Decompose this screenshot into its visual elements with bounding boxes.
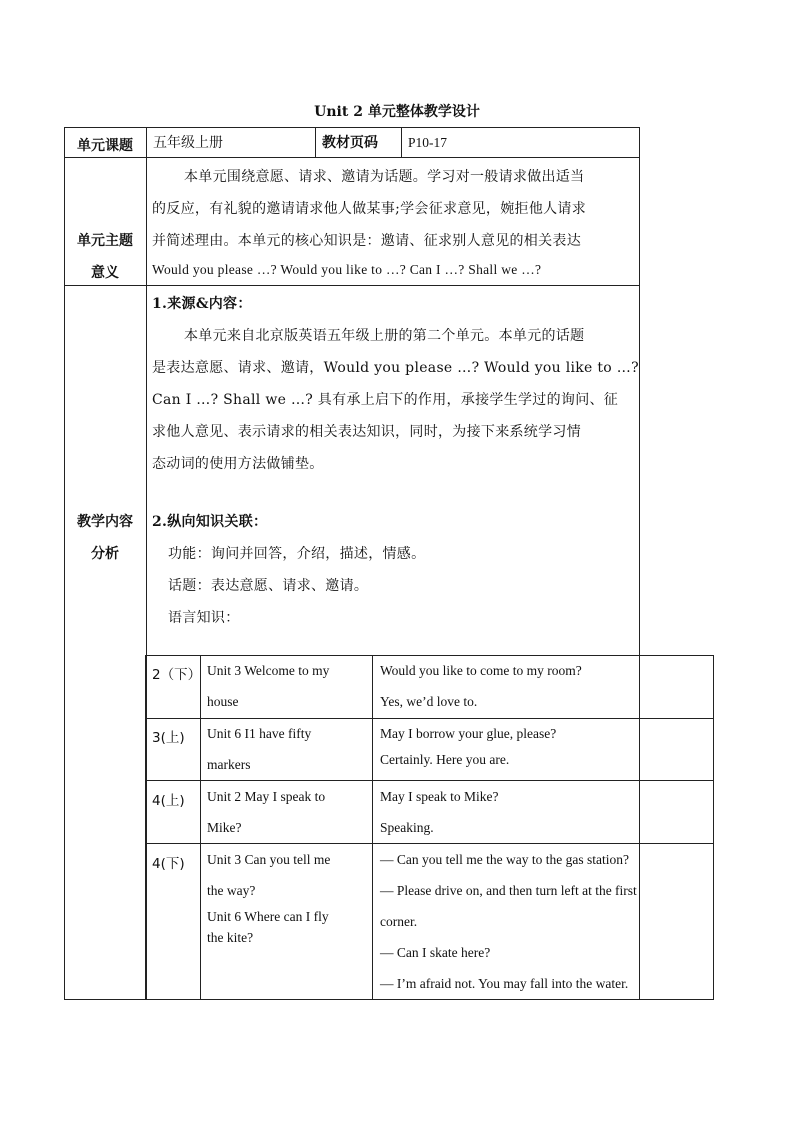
topic-value: 五年级上册 [153, 135, 223, 151]
example-line: — Can I skate here? [380, 945, 491, 960]
row-divider [64, 157, 640, 158]
example-line: — Can you tell me the way to the gas station? [380, 852, 629, 867]
theme-text-line: 并简述理由。本单元的核心知识是：邀请、征求别人意见的相关表达 [152, 233, 581, 249]
section1-line: 本单元来自北京版英语五年级上册的第二个单元。本单元的话题 [184, 328, 585, 344]
unit-cell-line: markers [207, 757, 251, 772]
theme-text-line: 本单元围绕意愿、请求、邀请为话题。学习对一般请求做出适当 [184, 169, 585, 185]
unit-cell-line: the kite? [207, 930, 254, 945]
unit-cell-line: the way? [207, 883, 256, 898]
section1-line: 态动词的使用方法做铺垫。 [152, 456, 324, 472]
grade-cell: 2（下） [152, 667, 202, 683]
example-line: — I’m afraid not. You may fall into the water. [380, 976, 629, 991]
section1-heading: 1.来源&内容： [152, 296, 252, 312]
pages-label: 教材页码 [322, 135, 378, 151]
unit-cell-line: Mike? [207, 820, 242, 835]
section1-line: 求他人意见、表示请求的相关表达知识，同时，为接下来系统学习情 [152, 424, 581, 440]
theme-text-line: 的反应，有礼貌的邀请请求他人做某事;学会征求意见，婉拒他人请求 [152, 201, 587, 217]
knowledge-column-divider [200, 655, 201, 1000]
example-line: — Please drive on, and then turn left at the first [380, 883, 637, 898]
column-divider [315, 127, 316, 157]
grade-cell: 4(上) [152, 793, 185, 809]
analysis-label-line1: 教学内容 [77, 514, 133, 530]
example-line: corner. [380, 914, 418, 929]
pages-value: P10-17 [408, 135, 448, 150]
unit-cell-line: Unit 6 Where can I fly [207, 909, 329, 924]
theme-text-line: Would you please …? Would you like to …? Can I …? Shall we …? [152, 262, 542, 277]
section2-line: 功能：询问并回答，介绍，描述，情感。 [168, 546, 426, 562]
page-title: Unit 2 单元整体教学设计 [314, 104, 480, 120]
analysis-label-line2: 分析 [91, 546, 119, 562]
example-line: Would you like to come to my room? [380, 663, 582, 678]
section1-line: 是表达意愿、请求、邀请，Would you please …? Would you like to …? [152, 360, 639, 376]
section2-line: 语言知识： [168, 610, 240, 626]
grade-cell: 3(上) [152, 730, 185, 746]
example-line: Yes, we’d love to. [380, 694, 478, 709]
example-line: May I speak to Mike? [380, 789, 499, 804]
knowledge-row-divider [145, 843, 714, 844]
example-line: Speaking. [380, 820, 434, 835]
column-divider [401, 127, 402, 157]
theme-label-line1: 单元主题 [77, 233, 133, 249]
row-divider [64, 285, 640, 286]
knowledge-column-divider [372, 655, 373, 1000]
unit-cell-line: Unit 3 Welcome to my [207, 663, 330, 678]
unit-cell-line: Unit 2 May I speak to [207, 789, 326, 804]
theme-label-line2: 意义 [91, 265, 119, 281]
unit-cell-line: Unit 3 Can you tell me [207, 852, 331, 867]
unit-cell-line: Unit 6 I1 have fifty [207, 726, 312, 741]
example-line: Certainly. Here you are. [380, 752, 510, 767]
section2-heading: 2.纵向知识关联： [152, 514, 268, 530]
grade-cell: 4(下) [152, 856, 185, 872]
unit-cell-line: house [207, 694, 239, 709]
knowledge-row-divider [145, 780, 714, 781]
topic-label: 单元课题 [77, 138, 133, 154]
section1-line: Can I …? Shall we …? 具有承上启下的作用，承接学生学过的询问、征 [152, 392, 619, 408]
example-line: May I borrow your glue, please? [380, 726, 557, 741]
knowledge-row-divider [145, 718, 714, 719]
section2-line: 话题：表达意愿、请求、邀请。 [168, 578, 369, 594]
